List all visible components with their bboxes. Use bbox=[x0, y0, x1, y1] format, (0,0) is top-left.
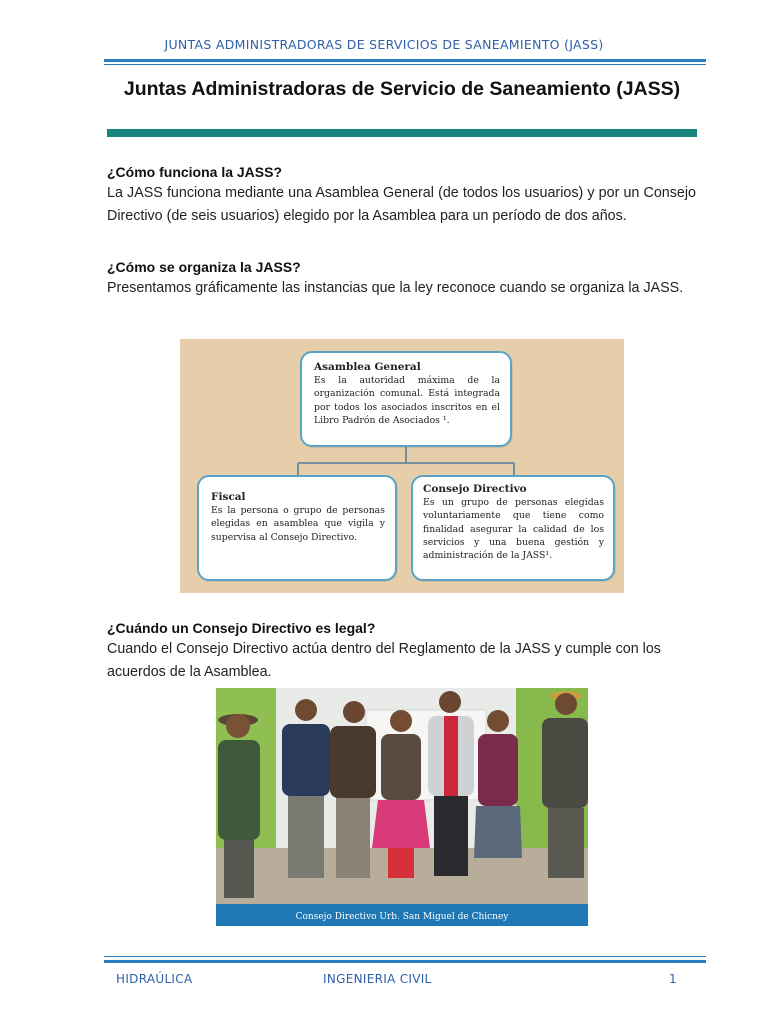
title-underline-bar bbox=[107, 129, 697, 137]
section-question: ¿Cómo funciona la JASS? bbox=[107, 164, 283, 180]
header-rule-top bbox=[104, 59, 706, 62]
section-como-funciona bbox=[107, 163, 696, 227]
org-box-body: Es un grupo de personas elegidas voluntariamente que tiene como finalidad asegurar la calidad de los servicios y una buena gestión y administración de la JASS¹. bbox=[423, 497, 604, 562]
group-photo-illustration bbox=[216, 688, 588, 926]
group-photo bbox=[216, 688, 588, 926]
org-chart bbox=[180, 339, 624, 593]
footer-center: INGENIERIA CIVIL bbox=[323, 972, 432, 986]
section-answer: Presentamos gráficamente las instancias que la ley reconoce cuando se organiza la JASS. bbox=[107, 280, 684, 296]
section-answer: Cuando el Consejo Directivo actúa dentro del Reglamento de la JASS y cumple con los acuerdos de la Asamblea. bbox=[107, 641, 661, 680]
org-box-title: Fiscal bbox=[211, 491, 246, 503]
header-rule-bottom bbox=[104, 64, 706, 65]
org-box-body: Es la persona o grupo de personas elegidas en asamblea que vigila y supervisa al Consejo Directivo. bbox=[211, 505, 385, 543]
section-answer: La JASS funciona mediante una Asamblea General (de todos los usuarios) y por un Consejo Directivo (de seis usuarios) elegido por la Asamblea para un período de dos años. bbox=[107, 185, 696, 224]
footer-left: HIDRAÚLICA bbox=[116, 972, 193, 986]
footer-rule-bottom bbox=[104, 960, 706, 963]
org-box-title: Consejo Directivo bbox=[423, 483, 527, 495]
section-question: ¿Cómo se organiza la JASS? bbox=[107, 259, 301, 275]
org-box-body: Es la autoridad máxima de la organización comunal. Está integrada por todos los asociados inscritos en el Libro Padrón de Asociados ¹. bbox=[314, 375, 500, 426]
org-box-title: Asamblea General bbox=[314, 361, 421, 373]
section-question: ¿Cuándo un Consejo Directivo es legal? bbox=[107, 620, 376, 636]
section-cuando-legal bbox=[107, 619, 696, 683]
section-como-se-organiza bbox=[107, 258, 696, 300]
footer-page-number: 1 bbox=[669, 972, 677, 986]
running-header: JUNTAS ADMINISTRADORAS DE SERVICIOS DE SANEAMIENTO (JASS) bbox=[164, 37, 604, 52]
document-title: Juntas Administradoras de Servicio de Saneamiento (JASS) bbox=[123, 78, 681, 100]
org-box-fiscal bbox=[197, 475, 397, 581]
footer-rule-top bbox=[104, 956, 706, 957]
photo-caption: Consejo Directivo Urb. San Miguel de Chicney bbox=[295, 912, 509, 922]
org-box-consejo-directivo bbox=[411, 475, 615, 581]
org-box-asamblea-general bbox=[300, 351, 512, 447]
